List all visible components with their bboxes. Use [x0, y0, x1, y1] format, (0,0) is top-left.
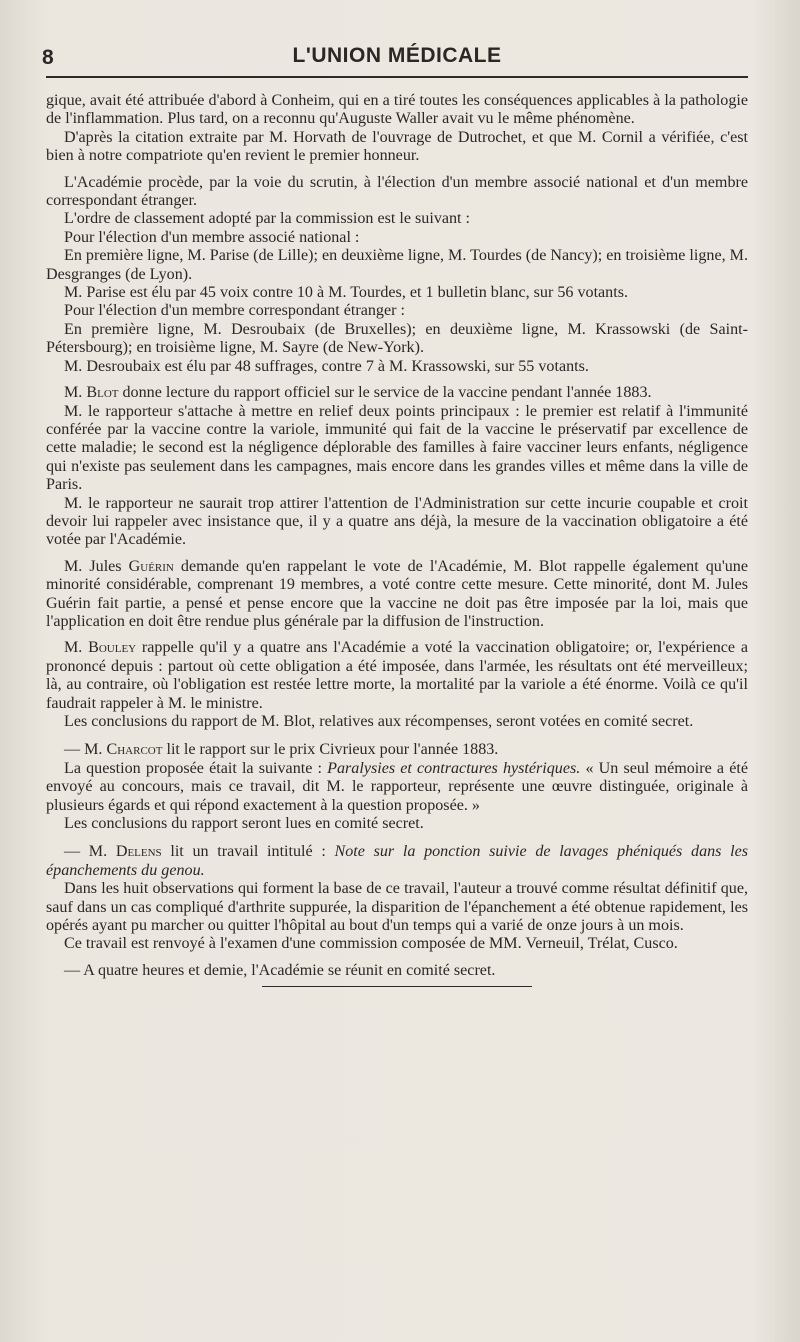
- paragraph-text: La question proposée était la suivante :: [64, 759, 328, 777]
- paragraph: [46, 384, 748, 402]
- paragraph: Les conclusions du rapport seront lues en comité secret.: [64, 815, 424, 833]
- paragraph-text: demande qu'en rappelant le vote de l'Académie, M. Blot rappelle également qu'une minorité considérable, comprenant 19 membres, a voté contre cette mesure. Cette minorité, dont M. Jules Guérin fait partie, a pensé et pense encore que la vaccine ne doit pas être imposée par la loi, mais que l'application en doit être rendue plus générale par la diffusion de l'instruction.: [46, 557, 748, 630]
- paragraph-lead: M.: [64, 639, 89, 657]
- speaker-name: Delens: [115, 843, 162, 861]
- paragraph: Pour l'élection d'un membre associé national :: [64, 228, 360, 246]
- paragraph-text: lit le rapport sur le prix Civrieux pour l'année 1883.: [162, 741, 499, 759]
- paragraph-lead: — M.: [64, 843, 116, 861]
- speaker-name: Blot: [86, 384, 119, 402]
- paragraph: Dans les huit observations qui forment la base de ce travail, l'auteur a trouvé comme résultat définitif que, sauf dans un cas compliqué d'arthrite suppurée, la disparition de l'épanchement a été obtenue rapidement, les opérés ayant pu marcher ou quitter l'hôpital au bout d'un temps qui a varié de onze jours à un mois.: [46, 880, 748, 935]
- paragraph: M. Desroubaix est élu par 48 suffrages, contre 7 à M. Krassowski, sur 55 votants.: [64, 357, 589, 375]
- paragraph: M. le rapporteur ne saurait trop attirer l'attention de l'Administration sur cette incurie coupable et croit devoir lui rappeler avec insistance que, il y a quatre ans déjà, la mesure de la vaccination obligatoire a été votée par l'Académie.: [46, 494, 748, 549]
- prize-question-title: Paralysies et contractures hystériques.: [327, 759, 581, 777]
- paragraph: M. le rapporteur s'attache à mettre en relief deux points principaux : le premier est relatif à l'immunité conférée par la vaccine contre la variole, immunité qui fait de la vaccine le préservatif par excellence de cette maladie; le second est la négligence déplorable des familles à faire vacciner leurs enfants, négligence qui n'existe pas seulement dans les campagnes, mais encore dans les grandes villes et même dans la ville de Paris.: [46, 402, 748, 494]
- paragraph: L'ordre de classement adopté par la commission est le suivant :: [64, 210, 471, 228]
- paragraph: [46, 843, 748, 880]
- work-title: Note sur la ponction suivie de lavages phéniqués dans les épanchements du genou.: [46, 843, 748, 879]
- paragraph: L'Académie procède, par la voie du scrutin, à l'élection d'un membre associé national et d'un membre correspondant étranger.: [46, 173, 748, 210]
- paragraph-lead: — M.: [64, 741, 107, 759]
- paragraph: — A quatre heures et demie, l'Académie se réunit en comité secret.: [64, 961, 496, 979]
- paragraph: [46, 741, 748, 759]
- speaker-name: Bouley: [88, 639, 137, 657]
- paragraph-lead: M.: [64, 384, 87, 402]
- paragraph: gique, avait été attribuée d'abord à Conheim, qui en a tiré toutes les conséquences applicables à la pathologie de l'inflammation. Plus tard, on a reconnu qu'Auguste Waller avait vu le même phénomène.: [46, 92, 748, 128]
- paragraph: Pour l'élection d'un membre correspondant étranger :: [64, 302, 405, 320]
- header-rule: [46, 76, 748, 78]
- page-number: 8: [42, 46, 54, 69]
- paragraph-text: « Un seul mémoire a été envoyé au concours, mais ce travail, dit M. le rapporteur, représente une œuvre distinguée, originale à plusieurs égards et qui répond exactement à la question proposée. »: [46, 759, 748, 814]
- paragraph: D'après la citation extraite par M. Horvath de l'ouvrage de Dutrochet, et que M. Cornil a vérifiée, c'est bien à notre compatriote qu'en revient le premier honneur.: [46, 128, 748, 165]
- paragraph: En première ligne, M. Parise (de Lille); en deuxième ligne, M. Tourdes (de Nancy); en troisième ligne, M. Desgranges (de Lyon).: [46, 247, 748, 283]
- end-rule: [262, 986, 532, 987]
- speaker-name: Guérin: [128, 557, 174, 575]
- paragraph: En première ligne, M. Desroubaix (de Bruxelles); en deuxième ligne, M. Krassowski (de Saint-Pétersbourg); en troisième ligne, M. Sayre (de New-York).: [46, 320, 748, 357]
- paragraph: Les conclusions du rapport de M. Blot, relatives aux récompenses, seront votées en comité secret.: [64, 713, 694, 730]
- body-text: [46, 92, 748, 980]
- running-title: L'UNION MÉDICALE: [292, 44, 502, 67]
- paragraph: [46, 760, 748, 815]
- paragraph-text: donne lecture du rapport officiel sur le service de la vaccine pendant l'année 1883.: [118, 384, 652, 402]
- paragraph: [46, 558, 748, 632]
- speaker-name: Charcot: [106, 741, 163, 759]
- paragraph: [46, 639, 748, 713]
- paragraph: M. Parise est élu par 45 voix contre 10 à M. Tourdes, et 1 bulletin blanc, sur 56 votants.: [64, 284, 628, 302]
- paragraph: Ce travail est renvoyé à l'examen d'une commission composée de MM. Verneuil, Trélat, Cusco.: [64, 935, 678, 953]
- page-header: [42, 38, 748, 72]
- paragraph-lead: M. Jules: [64, 557, 129, 575]
- paragraph-text: rappelle qu'il y a quatre ans l'Académie a voté la vaccination obligatoire; or, l'expérience a prononcé depuis : partout où cette obligation a été imposée, dans l'armée, les résultats ont été merveilleux; là, au contraire, où l'obligation est restée lettre morte, la mortalité par la variole a été énorme. Voilà ce qu'il faudrait rappeler à M. le ministre.: [46, 639, 748, 712]
- paragraph-text: lit un travail intitulé :: [161, 843, 335, 861]
